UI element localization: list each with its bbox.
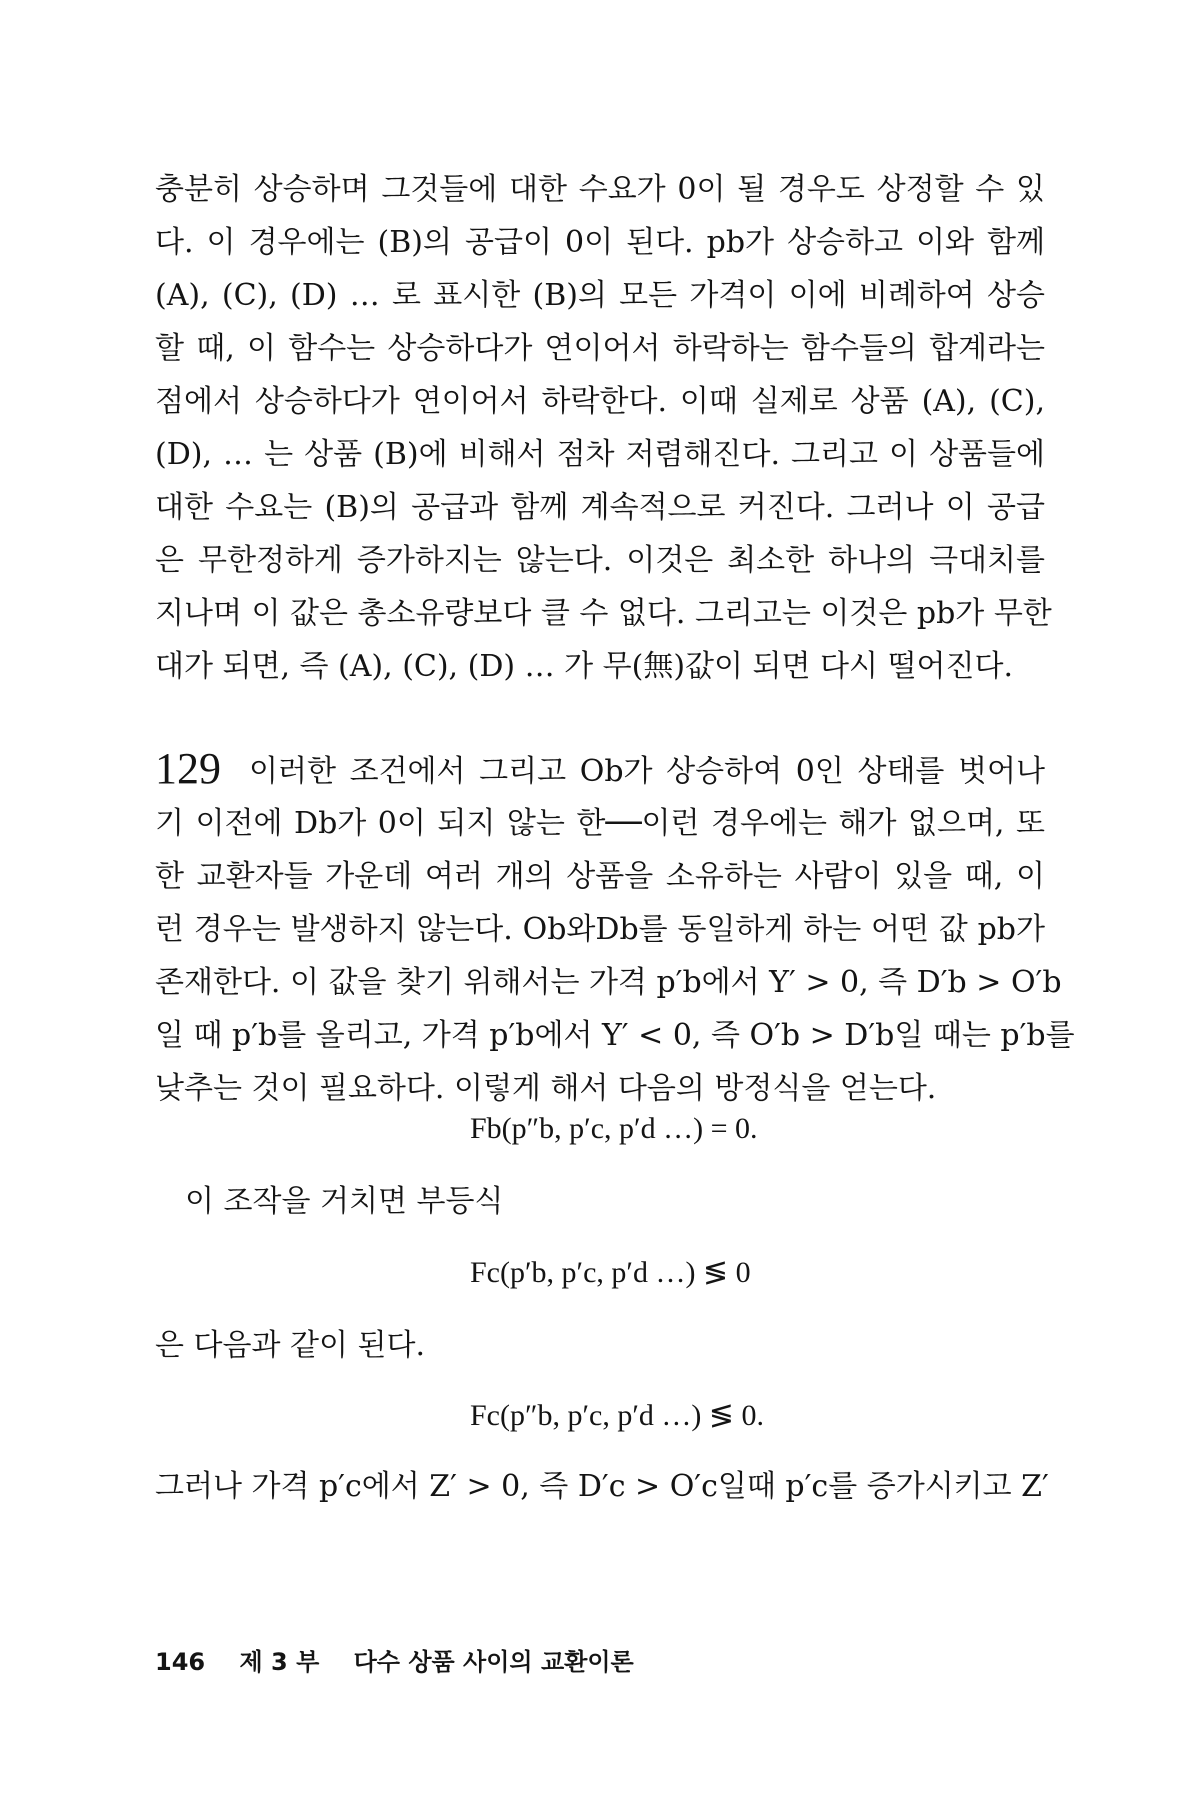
paragraph-2 — [155, 740, 1075, 1115]
text-line: 이 조작을 거치면 부등식 — [185, 1184, 504, 1219]
text-line: 대가 되면, 즉 (A), (C), (D) … 가 무(無)값이 되면 다시 떨어진다. — [155, 649, 1014, 684]
text-line: 한 교환자들 가운데 여러 개의 상품을 소유하는 사람이 있을 때, 이 — [155, 859, 1045, 894]
text-line: 은 다음과 같이 된다. — [155, 1328, 425, 1363]
text-line: 지나며 이 값은 총소유량보다 클 수 없다. 그리고는 이것은 pb가 무한 — [155, 596, 1052, 631]
equation-2: Fc(p′b, p′c, p′d …) ≶ 0 — [470, 1256, 751, 1289]
text-line: 존재한다. 이 값을 찾기 위해서는 가격 p′b에서 Y′ > 0, 즉 D′b > O′b — [155, 965, 1062, 1000]
text-line: 낮추는 것이 필요하다. 이렇게 해서 다음의 방정식을 얻는다. — [155, 1071, 937, 1106]
text-line: 다. 이 경우에는 (B)의 공급이 0이 된다. pb가 상승하고 이와 함께 — [155, 225, 1045, 260]
text-line: (A), (C), (D) … 로 표시한 (B)의 모든 가격이 이에 비례하여 상승 — [155, 278, 1045, 313]
text-line — [155, 740, 1045, 797]
text-line: 기 이전에 Db가 0이 되지 않는 한──이런 경우에는 해가 없으며, 또 — [155, 806, 1045, 841]
equation-3: Fc(p″b, p′c, p′d …) ≶ 0. — [470, 1399, 765, 1432]
text-line: 그러나 가격 p′c에서 Z′ > 0, 즉 D′c > O′c일때 p′c를 증가시키고 Z′ — [155, 1469, 1049, 1504]
text-line: 런 경우는 발생하지 않는다. Ob와Db를 동일하게 하는 어떤 값 pb가 — [155, 912, 1045, 947]
text-line: 점에서 상승하다가 연이어서 하락한다. 이때 실제로 상품 (A), (C), — [155, 384, 1045, 419]
equation-1: Fb(p″b, p′c, p′d …) = 0. — [470, 1112, 758, 1145]
paragraph-number: 129 — [155, 744, 221, 793]
chapter-title: 다수 상품 사이의 교환이론 — [353, 1648, 634, 1676]
paragraph-1 — [155, 163, 1052, 693]
text-line: 은 무한정하게 증가하지는 않는다. 이것은 최소한 하나의 극대치를 — [155, 543, 1045, 578]
paragraph-3 — [155, 1460, 1049, 1513]
page-number: 146 — [155, 1648, 206, 1676]
text-line-content: 이러한 조건에서 그리고 Ob가 상승하여 0인 상태를 벗어나 — [249, 754, 1045, 789]
text-line: 대한 수요는 (B)의 공급과 함께 계속적으로 커진다. 그러나 이 공급 — [155, 490, 1045, 525]
text-line: 충분히 상승하며 그것들에 대한 수요가 0이 될 경우도 상정할 수 있 — [155, 172, 1045, 207]
text-line: 할 때, 이 함수는 상승하다가 연이어서 하락하는 함수들의 합계라는 — [155, 331, 1045, 366]
text-line: (D), … 는 상품 (B)에 비해서 점차 저렴해진다. 그리고 이 상품들에 — [155, 437, 1045, 472]
page-footer — [155, 1642, 634, 1677]
text-line: 일 때 p′b를 올리고, 가격 p′b에서 Y′ < 0, 즉 O′b > D′b일 때는 p′b를 — [155, 1018, 1075, 1053]
part-label: 제 3 부 — [239, 1648, 320, 1676]
